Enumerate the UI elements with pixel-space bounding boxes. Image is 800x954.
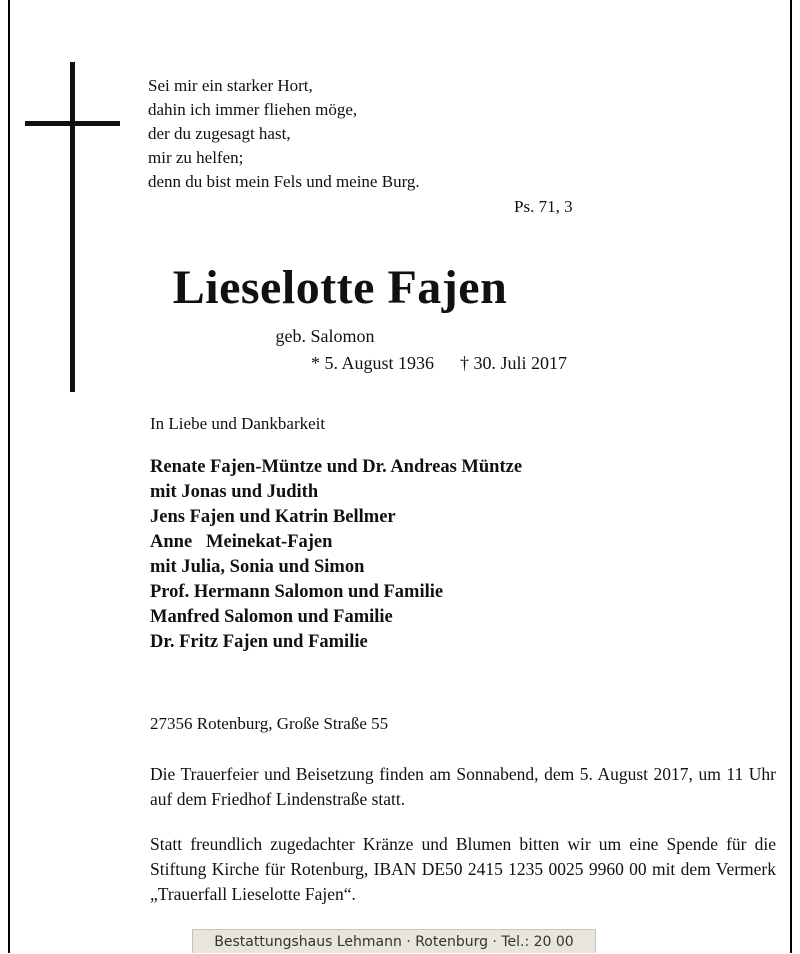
obituary-notice bbox=[8, 0, 792, 953]
mourner-line: Jens Fajen und Katrin Bellmer bbox=[150, 507, 396, 527]
verse-line: Sei mir ein starker Hort, bbox=[148, 76, 313, 95]
mourners-intro: In Liebe und Dankbarkeit bbox=[150, 414, 326, 433]
verse-reference: Ps. 71, 3 bbox=[514, 197, 573, 216]
birth-date: * 5. August 1936 bbox=[311, 353, 435, 373]
mourner-line: Dr. Fritz Fajen und Familie bbox=[150, 632, 368, 652]
verse-line: der du zugesagt hast, bbox=[148, 124, 291, 143]
bible-verse bbox=[148, 74, 420, 194]
cross-icon-horizontal bbox=[25, 121, 120, 126]
birth-name: geb. Salomon bbox=[275, 326, 375, 346]
verse-line: denn du bist mein Fels und meine Burg. bbox=[148, 172, 420, 191]
life-dates bbox=[311, 353, 567, 374]
verse-line: mir zu helfen; bbox=[148, 148, 244, 167]
ceremony-text: Die Trauerfeier und Beisetzung finden am Sonnabend, dem 5. August 2017, um 11 Uhr auf dem Friedhof Lindenstraße statt. bbox=[150, 764, 776, 809]
mourner-line: Prof. Hermann Salomon und Familie bbox=[150, 582, 444, 602]
donation-text: Statt freundlich zugedachter Kränze und Blumen bitten wir um eine Spende für die Stiftung Kirche für Rotenburg, IBAN DE50 2415 1235 0025 9960 00 mit dem Vermerk „Trauerfall Lieselotte Fajen“. bbox=[150, 834, 776, 904]
mourner-line: Anne Meinekat-Fajen bbox=[150, 532, 333, 552]
mourner-line: mit Jonas und Judith bbox=[150, 482, 319, 502]
family-address: 27356 Rotenburg, Große Straße 55 bbox=[150, 714, 389, 733]
death-date: † 30. Juli 2017 bbox=[460, 353, 568, 373]
mourner-line: Manfred Salomon und Familie bbox=[150, 607, 393, 627]
funeral-home-footer: Bestattungshaus Lehmann · Rotenburg · Tel.: 20 00 bbox=[192, 929, 596, 953]
mourners-list bbox=[150, 455, 522, 655]
mourner-line: Renate Fajen-Müntze und Dr. Andreas Müntze bbox=[150, 457, 523, 477]
verse-line: dahin ich immer fliehen möge, bbox=[148, 100, 358, 119]
mourner-line: mit Julia, Sonia und Simon bbox=[150, 557, 365, 577]
deceased-name: Lieselotte Fajen bbox=[172, 261, 508, 314]
